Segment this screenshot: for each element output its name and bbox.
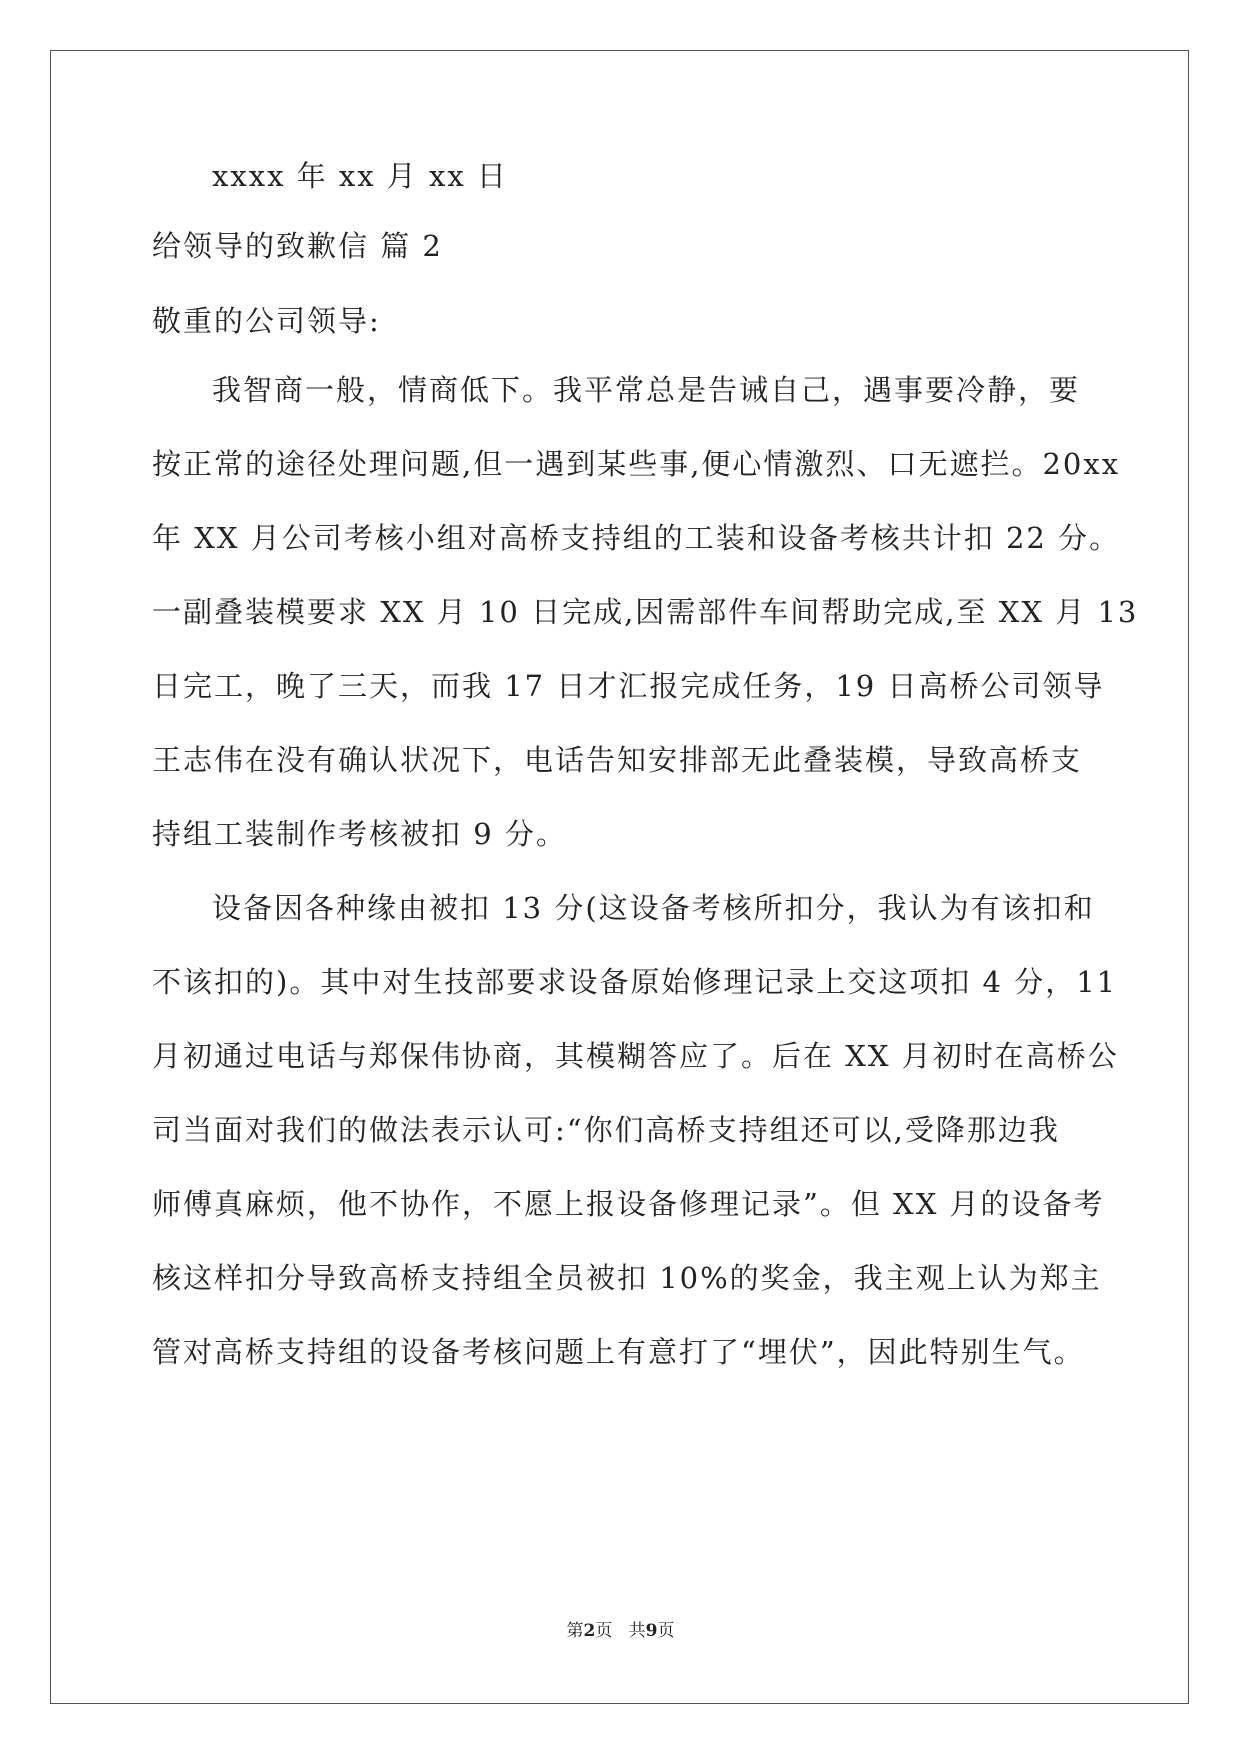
- body-line: 管对高桥支持组的设备考核问题上有意打了“埋伏”，因此特别生气。: [152, 1335, 1085, 1369]
- body-line: 设备因各种缘由被扣 13 分(这设备考核所扣分，我认为有该扣和: [212, 891, 1095, 925]
- body-line: 一副叠装模要求 XX 月 10 日完成,因需部件车间帮助完成,至 XX 月 13: [152, 595, 1139, 629]
- body-line: 日完工，晚了三天，而我 17 日才汇报完成任务，19 日高桥公司领导: [152, 669, 1105, 703]
- body-line: 按正常的途径处理问题,但一遇到某些事,便心情激烈、口无遮拦。20xx: [152, 447, 1121, 481]
- page-total: 9: [645, 1621, 658, 1641]
- page-current: 2: [583, 1621, 596, 1641]
- page-prefix: 第: [566, 1621, 584, 1641]
- page-suffix: 页: [657, 1621, 675, 1641]
- page-border: [50, 50, 1189, 1704]
- body-line: 年 XX 月公司考核小组对高桥支持组的工装和设备考核共计扣 22 分。: [152, 521, 1121, 555]
- salutation: 敬重的公司领导:: [152, 304, 381, 338]
- date-line: xxxx 年 xx 月 xx 日: [212, 159, 508, 193]
- page-mid: 页 共: [595, 1621, 646, 1641]
- body-line: 核这样扣分导致高桥支持组全员被扣 10%的奖金，我主观上认为郑主: [152, 1261, 1102, 1295]
- body-line: 月初通过电话与郑保伟协商，其模糊答应了。后在 XX 月初时在高桥公: [152, 1039, 1119, 1073]
- body-line: 王志伟在没有确认状况下，电话告知安排部无此叠装模，导致高桥支: [152, 743, 1083, 777]
- section-title: 给领导的致歉信 篇 2: [152, 229, 443, 263]
- body-line: 持组工装制作考核被扣 9 分。: [152, 817, 567, 851]
- body-line: 我智商一般，情商低下。我平常总是告诫自己，遇事要冷静，要: [212, 373, 1081, 407]
- body-line: 师傅真麻烦，他不协作，不愿上报设备修理记录”。但 XX 月的设备考: [152, 1187, 1105, 1221]
- body-line: 司当面对我们的做法表示认可:“你们高桥支持组还可以,受降那边我: [152, 1113, 1060, 1147]
- page-footer: [0, 1620, 1241, 1642]
- body-line: 不该扣的)。其中对生技部要求设备原始修理记录上交这项扣 4 分，11: [152, 965, 1118, 999]
